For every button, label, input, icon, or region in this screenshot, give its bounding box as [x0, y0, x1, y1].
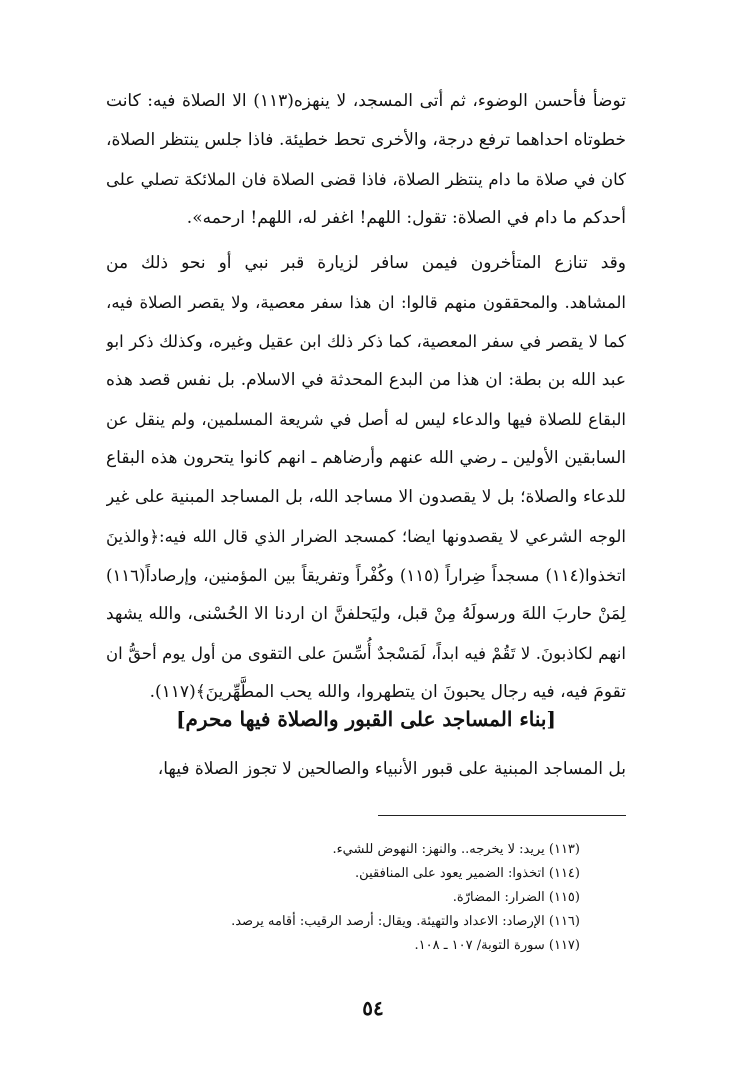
paragraph-hadith-continuation: [106, 82, 626, 238]
text-line: تقومَ فيه، فيه رجال يحبونَ ان يتطهروا، والله يحب المطَّهِّرينَ﴾(١١٧).: [149, 682, 626, 702]
text-line: الوجه الشرعي لا يقصدونها ايضا؛ كمسجد الضرار الذي قال الله فيه:﴿والذينَ: [106, 527, 626, 546]
footnotes: [150, 838, 580, 958]
paragraph-travel-to-graves: [106, 244, 626, 712]
text-line: المشاهد. والمحققون منهم قالوا: ان هذا سفر معصية، ولا يقصر الصلاة فيه،: [106, 293, 626, 312]
text-line: للدعاء والصلاة؛ بل لا يقصدون الا مساجد الله، بل المساجد المبنية على غير: [106, 487, 626, 507]
text-line: أحدكم ما دام في الصلاة: تقول: اللهم! اغفر له، اللهم! ارحمه».: [186, 208, 626, 228]
text-line: وقد تنازع المتأخرون فيمن سافر لزيارة قبر نبي أو نحو ذلك من: [106, 253, 626, 273]
footnote-117: (١١٧) سورة التوبة/ ١٠٧ ـ ١٠٨.: [414, 938, 580, 953]
text-line: كان في صلاة ما دام ينتظر الصلاة، فاذا قضى الصلاة فان الملائكة تصلي على: [106, 170, 626, 189]
footnote-113: (١١٣) يريد: لا يخرجه.. والنهز: النهوض للشيء.: [332, 842, 580, 857]
text-line: كما لا يقصر في سفر المعصية، كما ذكر ذلك ابن عقيل وغيره، وكذلك ذكر ابو: [106, 332, 626, 351]
footnote-115: (١١٥) الضرار: المضارّة.: [452, 890, 580, 905]
text-line: اتخذوا(١١٤) مسجداً ضِراراً (١١٥) وكُفْراً وتفريقاً بين المؤمنين، وإرصاداً(١١٦): [106, 566, 626, 585]
footnote-114: (١١٤) اتخذوا: الضمير يعود على المنافقين.: [355, 866, 580, 881]
text-line: السابقين الأولين ـ رضي الله عنهم وأرضاهم ـ انهم كانوا يتحرون هذه البقاع: [106, 448, 626, 468]
section-heading: [بناء المساجد على القبور والصلاة فيها محرم]: [176, 707, 556, 731]
text-line: انهم لكاذبونَ. لا تَقُمْ فيه ابداً، لَمَسْجدٌ أُسِّسَ على التقوى من أول يوم أحقُّ ان: [106, 644, 626, 663]
text-line: لِمَنْ حاربَ اللهَ ورسولَهُ مِنْ قبل، وليَحلفنَّ ان اردنا الا الحُسْنى، والله يشهد: [106, 604, 626, 624]
page-number: ٥٤: [362, 996, 384, 1020]
text-line: البقاع للصلاة فيها والدعاء ليس له أصل في شريعة المسلمين، ولم ينقل عن: [106, 410, 626, 429]
text-line: خطوتاه احداهما ترفع درجة، والأخرى تحط خطيئة. فاذا جلس ينتظر الصلاة،: [106, 130, 626, 150]
text-line: عبد الله بن بطة: ان هذا من البدع المحدثة في الاسلام. بل نفس قصد هذه: [106, 370, 626, 390]
footnote-divider: [378, 815, 626, 816]
footnote-116: (١١٦) الإرصاد: الاعداد والتهيئة. ويقال: أرصد الرقيب: أقامه يرصد.: [231, 914, 580, 929]
text-line: بل المساجد المبنية على قبور الأنبياء والصالحين لا تجوز الصلاة فيها،: [157, 759, 626, 779]
paragraph-mosques-on-graves: [106, 750, 626, 789]
text-line: توضأ فأحسن الوضوء، ثم أتى المسجد، لا ينهزه(١١٣) الا الصلاة فيه: كانت: [106, 91, 626, 111]
